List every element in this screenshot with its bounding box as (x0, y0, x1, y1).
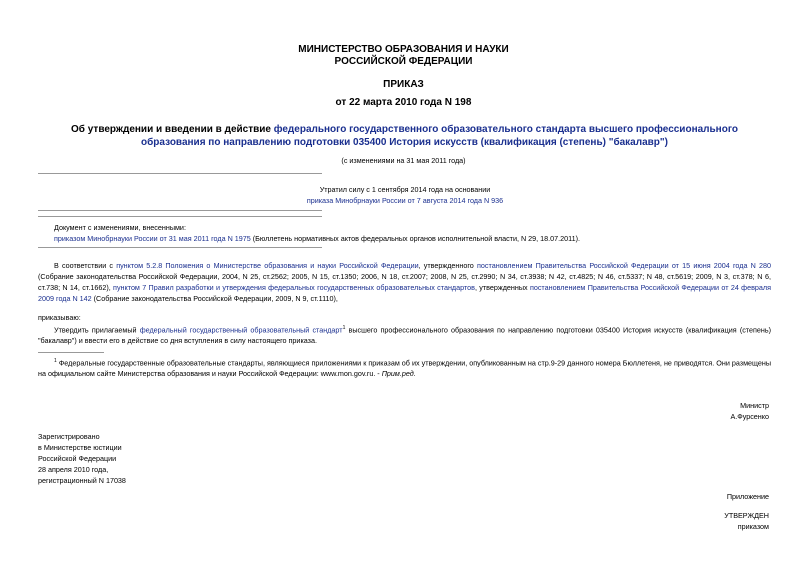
divider (38, 173, 322, 174)
registration-block (38, 431, 126, 486)
registration-line-5: регистрационный N 17038 (38, 476, 126, 485)
preamble-text-1: В соответствии с (54, 261, 117, 270)
approval-paragraph (38, 323, 771, 346)
footnote-mark: 1 (342, 325, 346, 331)
approval-text-2: высшего профессионального образования по направлению подготовки 035400 История искусств (квалификация (степень) "бакалавр") и ввести его в действие со дня вступления в силу настоящего приказа. (38, 325, 772, 346)
editor-note: Прим.ред. (381, 369, 416, 379)
amendments-line (54, 233, 774, 244)
document-title (38, 123, 771, 149)
preamble-text-4: , утвержденных (474, 283, 530, 292)
ministry-line-1: МИНИСТЕРСТВО ОБРАЗОВАНИЯ И НАУКИ (298, 44, 509, 55)
registration-line-4: 28 апреля 2010 года, (38, 465, 109, 474)
registration-line-1: Зарегистрировано (38, 432, 100, 441)
amendments-intro: Документ с изменениями, внесенными: (54, 223, 186, 232)
amendment-order-link[interactable]: приказом Минобрнауки России от 31 мая 2011 года N 1975 (54, 234, 251, 243)
footnote-number: 1 (54, 358, 57, 364)
lost-force-link[interactable]: приказа Минобрнауки России от 7 августа 2014 года N 936 (306, 196, 504, 205)
order-heading: ПРИКАЗ (383, 79, 424, 90)
lost-force-block (190, 184, 620, 206)
preamble-text-5: (Собрание законодательства Российской Федерации, 2009, N 9, ст.1110), (91, 294, 338, 303)
rules-link[interactable]: пунктом 7 Правил разработки и утверждения федеральных государственных образовательных стандартов (113, 283, 475, 292)
title-prefix: Об утверждении и введении в действие (71, 124, 274, 135)
approved-by: приказом (737, 522, 769, 531)
divider (38, 210, 322, 211)
amendments-block (54, 222, 774, 244)
amendment-source: (Бюллетень нормативных актов федеральных органов исполнительной власти, N 29, 18.07.2011). (250, 234, 580, 243)
standard-link[interactable]: федеральный государственный образовательный стандарт (139, 325, 343, 335)
footnote-paragraph (38, 356, 771, 379)
government-decree-280-link[interactable]: постановлением Правительства Российской Федерации от 15 июня 2004 года N 280 (477, 261, 772, 270)
government-decree-142-link[interactable]: постановлением Правительства Российской Федерации от 24 февраля 2009 года N 142 (38, 283, 771, 303)
registration-line-2: в Министерстве юстиции (38, 443, 122, 452)
preamble-text-2: , утвержденного (418, 261, 477, 270)
signature-role: Министр (740, 401, 769, 410)
footnote-divider (38, 352, 104, 353)
approval-stamp (724, 510, 769, 532)
lost-force-text: Утратил силу с 1 сентября 2014 года на основании (319, 185, 491, 194)
standard-title-link[interactable]: федерального государственного образовательного стандарта высшего профессионального образования по направлению подготовки 035400 История искусств (квалификация (степень) "бакалавр") (141, 124, 738, 148)
signature-name: А.Фурсенко (730, 412, 769, 421)
preamble-text-3: (Собрание законодательства Российской Федерации, 2004, N 25, ст.2562; 2005, N 15, ст.1350; 2006, N 18, ст.2007; 2008, N 25, ст.2990; N 34, ст.3938; N 42, ст.4825; N 46, ст.5337; N 48, ст.5619; 2009, N 3, ст.378; N 6, ст.738; N 14, ст.1662), (38, 272, 771, 292)
regulation-link[interactable]: пунктом 5.2.8 Положения о Министерстве образования и науки Российской Федерации (116, 261, 419, 270)
ministry-line-2: РОССИЙСКОЙ ФЕДЕРАЦИИ (334, 56, 473, 67)
approval-text-1: Утвердить прилагаемый (54, 325, 140, 335)
changes-note: (с изменениями на 31 мая 2011 года) (341, 156, 466, 165)
preamble-paragraph (38, 260, 771, 304)
signature-block (730, 400, 769, 422)
order-word: приказываю: (38, 313, 81, 322)
approved-label: УТВЕРЖДЕН (724, 511, 769, 520)
registration-line-3: Российской Федерации (38, 454, 117, 463)
divider (38, 247, 322, 248)
appendix-label: Приложение (726, 492, 769, 501)
order-date: от 22 марта 2010 года N 198 (335, 97, 472, 108)
divider (38, 216, 322, 217)
footnote-text: Федеральные государственные образовательные стандарты, являющиеся приложениями к приказам об их утверждении, опубликованным на стр.9-29 данного номера Бюллетеня, не приводятся. Они размещены на официальном сайте Министерства образования и науки Российской Федерации: www.mon.gov.ru. - (38, 358, 771, 379)
ministry-header (0, 44, 807, 68)
